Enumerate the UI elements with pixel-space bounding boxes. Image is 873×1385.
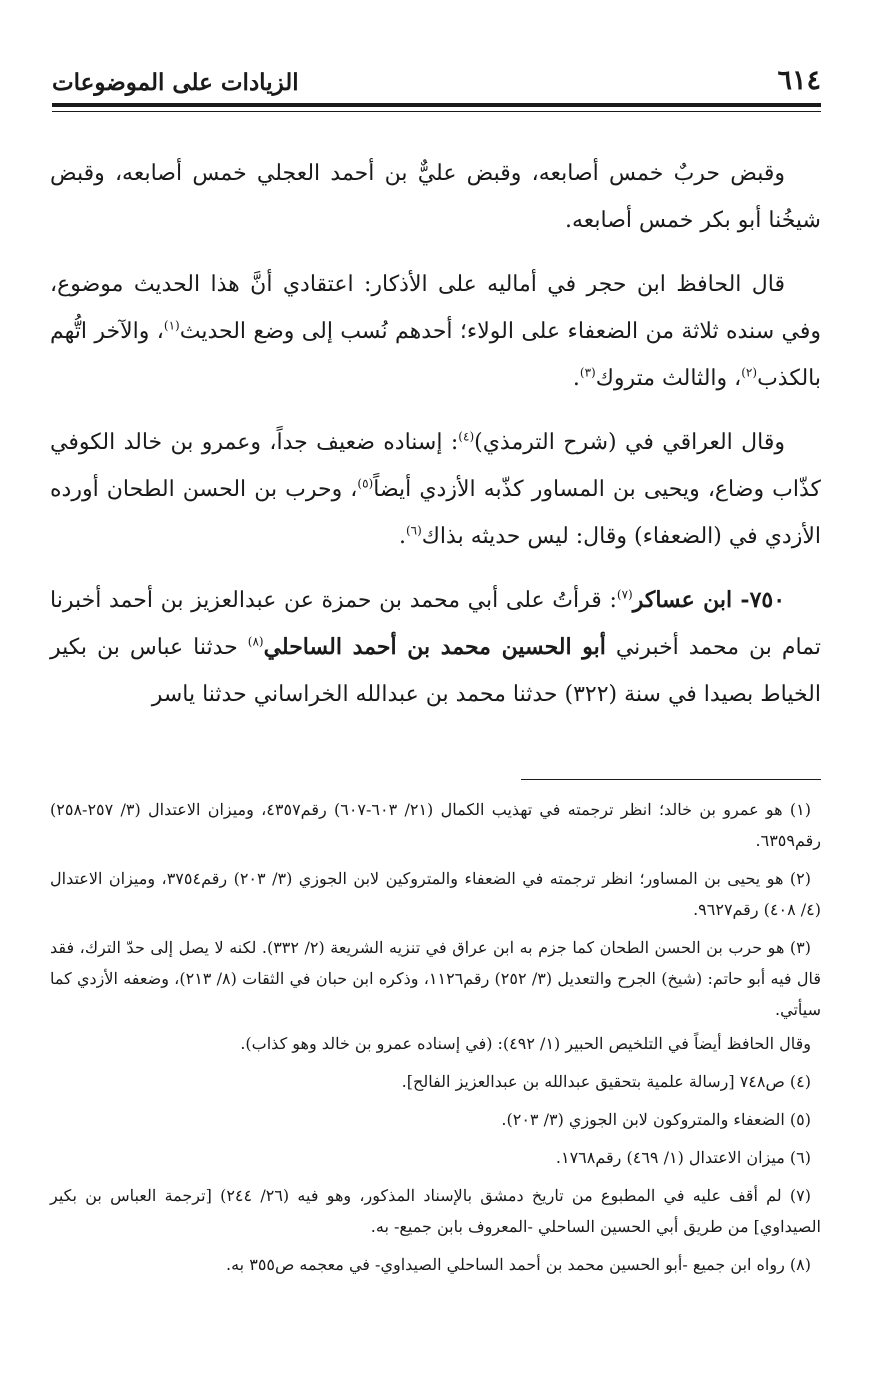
footnote-3: (٣) هو حرب بن الحسن الطحان كما جزم به ابن عراق في تنزيه الشريعة (٢/ ٣٣٢). لكنه لا يصل إلى حدّ الترك، فقد قال فيه أبو حاتم: (شيخ) الجرح والتعديل (٣/ ٢٥٢) رقم١١٢٦، وذكره ابن حبان في الثقات (٨/ ٢١٣)، وضعفه الأزدي كما سيأتي. [50,938,821,1019]
footnote-7: (٧) لم أقف عليه في المطبوع من تاريخ دمشق بالإسناد المذكور، وهو فيه (٢٦/ ٢٤٤) [ترجمة العباس بن بكير الصيداوي] من طريق أبي الحسين الساحلي -المعروف بابن جميع- به. [50,1186,821,1236]
footnote-marker-8[interactable]: (٨) [247,634,264,649]
paragraph-2 [50,261,821,402]
paragraph-1: وقبض حربٌ خمس أصابعه، وقبض عليٌّ بن أحمد العجلي خمس أصابعه، وقبض شيخُنا أبو بكر خمس أصابعه. [50,161,821,233]
text-span: حدثنا عباس بن بكير الخياط بصيدا في سنة (٣٢٢) حدثنا محمد بن عبدالله الخراساني حدثنا ياسر [50,635,821,707]
main-text [50,150,821,735]
footnote-1: (١) هو عمرو بن خالد؛ انظر ترجمته في تهذيب الكمال (٢١/ ٦٠٣-٦٠٧) رقم٤٣٥٧، وميزان الاعتدال (٣/ ٢٥٧-٢٥٨) رقم٦٣٥٩. [50,800,821,850]
footnote-separator [521,779,821,780]
footnote-6: (٦) ميزان الاعتدال (١/ ٤٦٩) رقم١٧٦٨. [555,1148,811,1167]
text-span: ، والثالث متروك [595,366,742,391]
page-number: ٦١٤ [777,65,821,96]
page-header [52,48,821,94]
footnote-4: (٤) ص٧٤٨ [رسالة علمية بتحقيق عبدالله بن عبدالعزيز الفالح]. [401,1072,811,1091]
text-span: ، وحرب بن الحسن الطحان أورده الأزدي في (الضعفاء) وقال: ليس حديثه بذاك [50,477,821,549]
footnote-marker-3[interactable]: (٣) [579,365,596,380]
paragraph-3 [50,419,821,560]
footnote-marker-5[interactable]: (٥) [357,476,374,491]
footnote-marker-1[interactable]: (١) [163,318,180,333]
text-span: ، والآخر اتُّهم بالكذب [50,319,821,391]
footnote-5: (٥) الضعفاء والمتروكون لابن الجوزي (٣/ ٢٠٣). [501,1110,811,1129]
narrator-name: أبو الحسين محمد بن أحمد الساحلي [263,634,606,660]
text-span: : قرأتُ على أبي محمد بن حمزة عن عبدالعزيز بن أحمد أخبرنا تمام بن محمد أخبرني [50,588,821,660]
text-span: قال الحافظ ابن حجر في أماليه على الأذكار: اعتقادي أنَّ هذا الحديث موضوع، وفي سنده ثلاثة من الضعفاء على الولاء؛ أحدهم نُسب إلى وضع الحديث [50,272,821,344]
text-span: : إسناده ضعيف جداً، وعمرو بن خالد الكوفي كذّاب وضاع، ويحيى بن المساور كذّبه الأزدي أيضاً [50,430,821,502]
footnote-8: (٨) رواه ابن جميع -أبو الحسين محمد بن أحمد الساحلي الصيداوي- في معجمه ص٣٥٥ به. [226,1255,811,1274]
footnote-3-continued: وقال الحافظ أيضاً في التلخيص الحبير (١/ ٤٩٢): (في إسناده عمرو بن خالد وهو كذاب). [240,1034,811,1053]
footnote-marker-6[interactable]: (٦) [405,523,422,538]
running-title: الزيادات على الموضوعات [52,69,299,96]
footnote-marker-4[interactable]: (٤) [458,429,475,444]
text-span: وقال العراقي في (شرح الترمذي) [474,430,785,455]
entry-number: ٧٥٠- ابن عساكر [632,587,786,613]
footnote-2: (٢) هو يحيى بن المساور؛ انظر ترجمته في الضعفاء والمتروكين لابن الجوزي (٣/ ٢٠٣) رقم٣٧٥٤، وميزان الاعتدال (٤/ ٤٠٨) رقم٩٦٢٧. [50,869,821,919]
header-rule-thick [52,103,821,107]
footnote-marker-7[interactable]: (٧) [616,587,633,602]
footnotes [50,794,821,1287]
text-span: . [572,366,580,391]
footnote-marker-2[interactable]: (٢) [741,365,758,380]
text-span: . [398,524,406,549]
header-rule-thin [52,111,821,112]
hadith-entry-750 [50,577,821,718]
